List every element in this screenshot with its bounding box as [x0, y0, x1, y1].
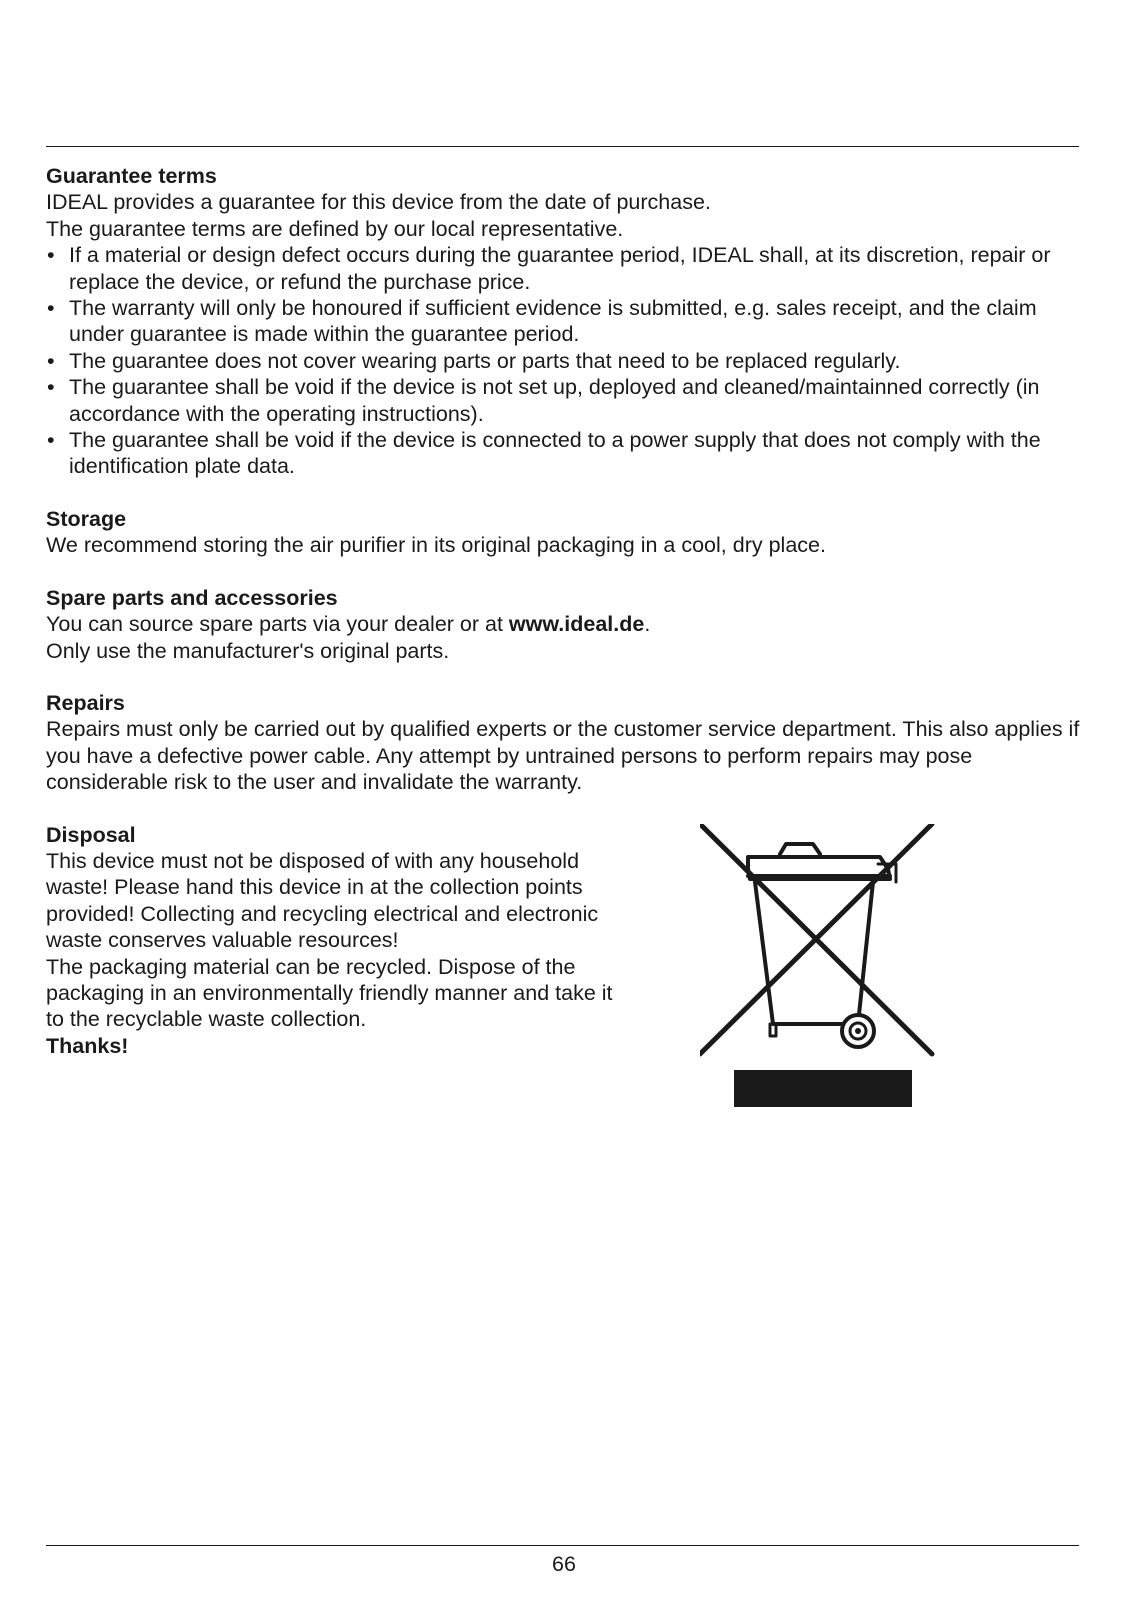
- guarantee-section: [46, 163, 1086, 480]
- bullet-icon: •: [47, 296, 55, 321]
- repairs-text: Repairs must only be carried out by qualified experts or the customer service department. This also applies if you have a defective power cable. Any attempt by untrained persons to perform repairs may pose considerable risk to the user and invalidate the warranty.: [46, 717, 1080, 795]
- list-item: [46, 348, 1086, 374]
- storage-text: We recommend storing the air purifier in its original packaging in a cool, dry place.: [46, 533, 826, 558]
- spare-parts-text: You can source spare parts via your dealer or at: [46, 612, 509, 637]
- disposal-thanks: Thanks!: [46, 1033, 129, 1058]
- guarantee-intro-1: IDEAL provides a guarantee for this device from the date of purchase.: [46, 190, 711, 215]
- list-item: [46, 427, 1086, 480]
- list-item-text: The guarantee shall be void if the device is not set up, deployed and cleaned/maintainned correctly (in accordance with the operating instructions).: [69, 375, 1040, 426]
- list-item-text: The guarantee does not cover wearing parts or parts that need to be replaced regularly.: [69, 348, 901, 373]
- bullet-icon: •: [47, 348, 55, 373]
- spare-parts-punctuation: .: [644, 612, 651, 637]
- spare-parts-section: [46, 585, 1086, 664]
- guarantee-heading: Guarantee terms: [46, 164, 217, 188]
- list-item-text: The warranty will only be honoured if sufficient evidence is submitted, e.g. sales receipt, and the claim under guarantee is made within the guarantee period.: [69, 296, 1037, 347]
- list-item: [46, 295, 1086, 348]
- storage-heading: Storage: [46, 506, 127, 531]
- website-link[interactable]: www.ideal.de: [508, 612, 645, 637]
- spare-parts-heading: Spare parts and accessories: [46, 585, 338, 610]
- list-item-text: The guarantee shall be void if the device is connected to a power supply that does not comply with the identification plate data.: [69, 428, 1041, 479]
- repairs-section: [46, 690, 1086, 796]
- guarantee-bullet-list: [46, 242, 1086, 480]
- page-number: 66: [552, 1552, 576, 1576]
- disposal-paragraph-2: The packaging material can be recycled. Dispose of the packaging in an environmentally friendly manner and take it to the recyclable waste collection.: [46, 954, 613, 1032]
- disposal-paragraph-1: This device must not be disposed of with any household waste! Please hand this device in at the collection points provided! Collecting and recycling electrical and electronic waste conserves valuable resources!: [46, 848, 599, 953]
- guarantee-intro-2: The guarantee terms are defined by our local representative.: [46, 216, 624, 241]
- bullet-icon: •: [47, 375, 55, 400]
- repairs-heading: Repairs: [46, 690, 125, 715]
- bullet-icon: •: [47, 243, 55, 268]
- list-item: [46, 374, 1086, 427]
- spare-parts-line-1: [46, 611, 1086, 637]
- spare-parts-line-2: Only use the manufacturer's original parts.: [46, 638, 450, 663]
- top-rule: [46, 146, 1079, 147]
- storage-section: [46, 506, 1086, 559]
- disposal-section: [46, 822, 626, 1060]
- disposal-heading: Disposal: [46, 822, 136, 847]
- crossed-out-wheelie-bin-icon: [700, 824, 950, 1114]
- list-item-text: If a material or design defect occurs during the guarantee period, IDEAL shall, at its discretion, repair or replace the device, or refund the purchase price.: [69, 243, 1051, 294]
- bottom-rule: [46, 1545, 1079, 1546]
- bullet-icon: •: [47, 428, 55, 453]
- list-item: [46, 242, 1086, 295]
